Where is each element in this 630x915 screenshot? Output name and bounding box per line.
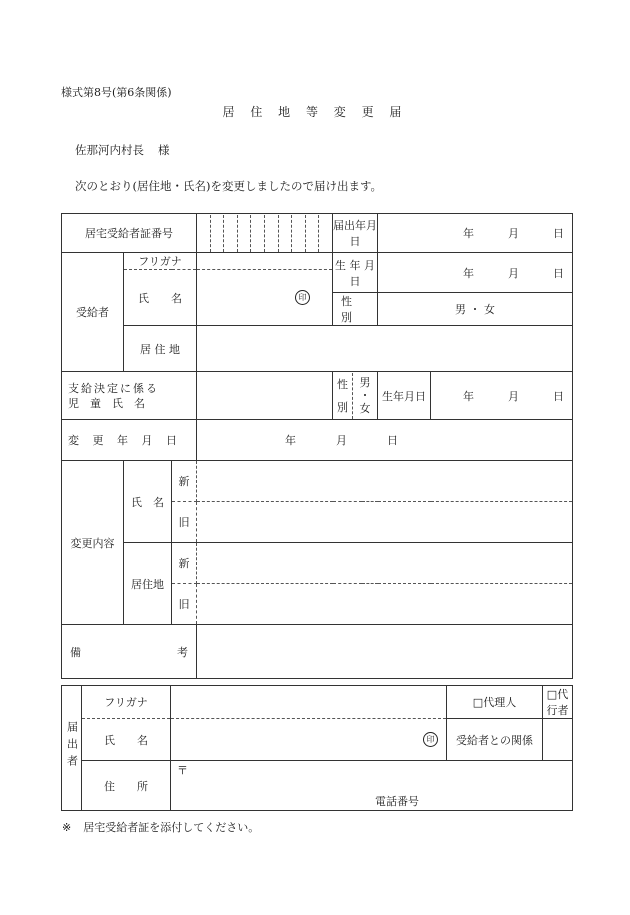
- child-label-line2: 児 童 氏 名: [68, 396, 145, 410]
- residence-label: 居 住 地: [124, 326, 197, 372]
- change-residence-label: 居住地: [124, 543, 172, 625]
- change-name-old-label: 旧: [172, 502, 197, 543]
- remarks-field[interactable]: [197, 625, 573, 679]
- change-residence-new-field[interactable]: [197, 543, 573, 584]
- name-field[interactable]: [197, 270, 333, 326]
- footnote: [62, 819, 259, 835]
- child-label-line1: 支給決定に係る: [68, 381, 159, 395]
- change-name-new-field[interactable]: [197, 461, 573, 502]
- change-name-new-label: 新: [172, 461, 197, 502]
- change-name-label: 氏 名: [124, 461, 172, 543]
- postal-mark: 〒: [177, 764, 188, 777]
- addressee-name: 佐那河内村長: [75, 143, 144, 157]
- submit-date-label: 届出年月日: [333, 214, 378, 253]
- relation-label: 受給者との関係: [447, 719, 543, 761]
- footnote-mark: ※: [62, 821, 72, 834]
- birth-field[interactable]: [378, 253, 573, 293]
- submitter-furigana-label: フリガナ: [82, 686, 171, 719]
- day-label: 日: [553, 389, 564, 403]
- year-label: 年: [285, 434, 296, 447]
- recipient-label: 受給者: [62, 253, 124, 372]
- child-name-field[interactable]: [197, 372, 333, 420]
- day-label: 日: [553, 227, 564, 240]
- month-label: 月: [508, 227, 519, 240]
- change-residence-old-label: 旧: [172, 584, 197, 625]
- change-date-label: 変 更 年 月 日: [62, 420, 197, 461]
- addressee-honorific: 様: [158, 143, 170, 157]
- child-gender-male: 男: [359, 376, 371, 389]
- child-gender-label-2: 別: [337, 401, 348, 414]
- child-gender-dot: ・: [359, 389, 371, 402]
- seal-icon: 印: [423, 732, 438, 747]
- year-label: 年: [463, 266, 474, 280]
- furigana-field[interactable]: [197, 253, 333, 270]
- residence-field[interactable]: [197, 326, 573, 372]
- change-content-label: 変更内容: [62, 461, 124, 625]
- form-number: 様式第8号(第6条関係): [61, 86, 172, 99]
- child-gender-female: 女: [359, 402, 371, 415]
- cert-number-field[interactable]: [197, 214, 333, 253]
- form-title: 居 住 地 等 変 更 届: [222, 105, 408, 119]
- birth-label: 生 年 月 日: [333, 253, 378, 293]
- submitter-furigana-field[interactable]: [171, 686, 447, 719]
- furigana-label: フリガナ: [124, 253, 197, 270]
- submitter-name-field[interactable]: [171, 719, 447, 761]
- change-date-field[interactable]: [197, 420, 573, 461]
- child-birth-field[interactable]: [431, 372, 573, 420]
- child-gender-label-1: 性: [337, 378, 348, 391]
- name-label: 氏 名: [124, 270, 197, 326]
- month-label: 月: [508, 389, 519, 403]
- submitter-label: 届出者: [62, 686, 82, 811]
- proxy-checkbox[interactable]: □代行者: [543, 686, 573, 719]
- gender-field[interactable]: 男 ・ 女: [378, 293, 573, 326]
- relation-field[interactable]: [543, 719, 573, 761]
- gender-label: 性 別: [333, 293, 378, 326]
- child-birth-label: 生年月日: [378, 372, 431, 420]
- phone-label: 電話番号: [375, 795, 419, 808]
- agent-checkbox[interactable]: □代理人: [447, 686, 543, 719]
- change-residence-old-field[interactable]: [197, 584, 573, 625]
- month-label: 月: [336, 434, 347, 447]
- change-residence-new-label: 新: [172, 543, 197, 584]
- footnote-text: 居宅受給者証を添付してください。: [83, 821, 260, 834]
- intro-text: 次のとおり(居住地・氏名)を変更しましたので届け出ます。: [75, 179, 383, 193]
- child-name-label: [62, 372, 197, 420]
- submitter-address-field[interactable]: [171, 761, 573, 811]
- cert-number-label: 居宅受給者証番号: [62, 214, 197, 253]
- submit-date-field[interactable]: [378, 214, 573, 253]
- month-label: 月: [508, 266, 519, 280]
- submitter-address-label: 住 所: [82, 761, 171, 811]
- submitter-name-label: 氏 名: [82, 719, 171, 761]
- day-label: 日: [553, 266, 564, 280]
- seal-icon: 印: [295, 290, 310, 305]
- year-label: 年: [463, 389, 474, 403]
- child-gender-cell[interactable]: [333, 372, 378, 420]
- day-label: 日: [387, 434, 398, 447]
- addressee: [75, 142, 170, 158]
- remarks-label: 備 考: [62, 625, 197, 679]
- year-label: 年: [463, 227, 474, 240]
- change-name-old-field[interactable]: [197, 502, 573, 543]
- submitter-table: [61, 685, 573, 811]
- main-form-table: [61, 213, 573, 679]
